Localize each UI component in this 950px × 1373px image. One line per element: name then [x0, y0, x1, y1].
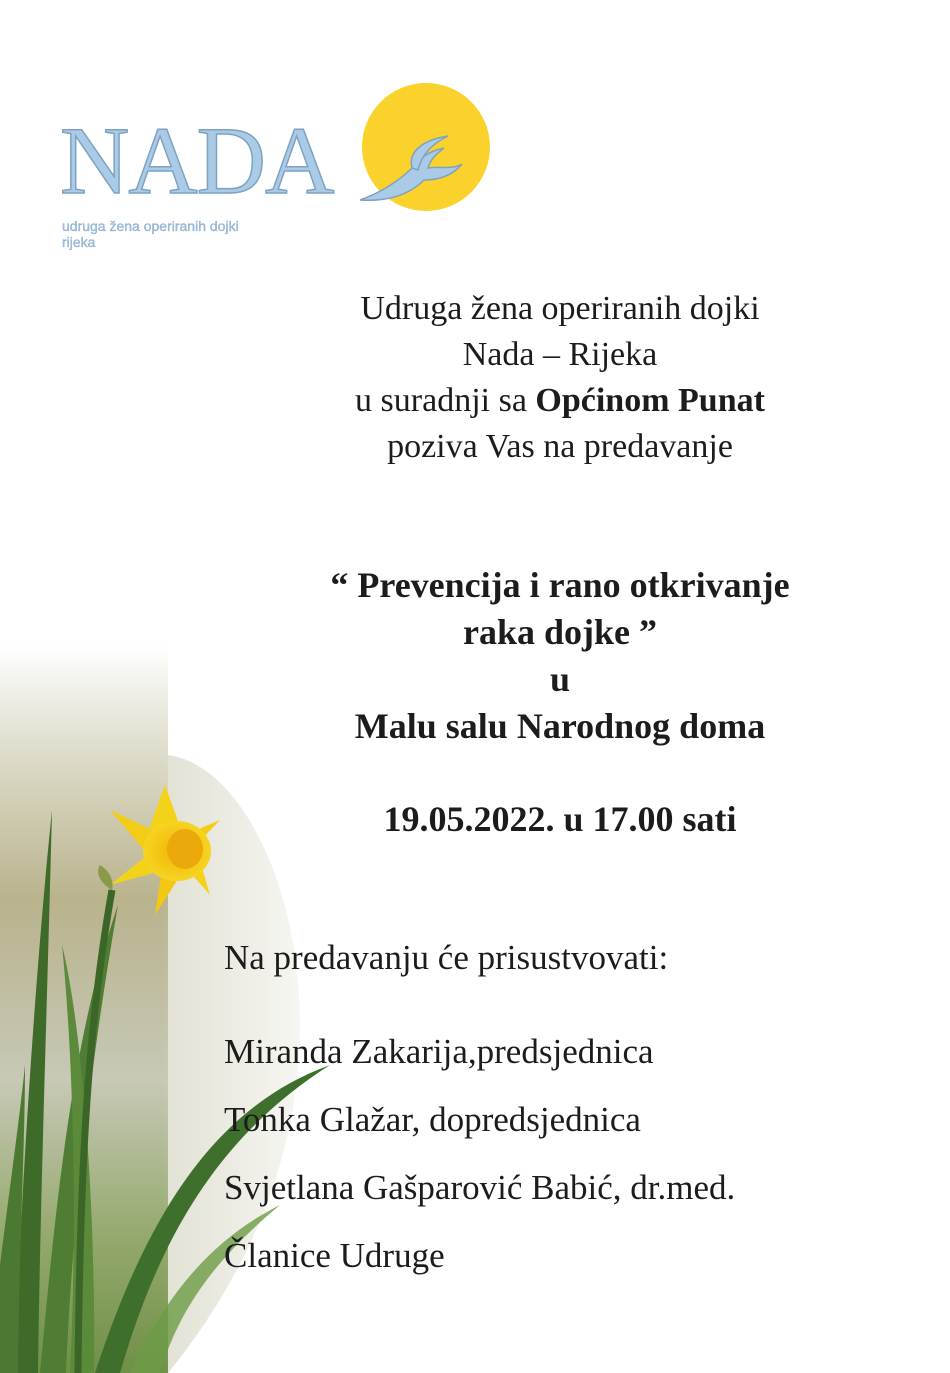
intro-line-invite: poziva Vas na predavanje [387, 428, 733, 465]
logo-subtitle-line1: udruga žena operiranih dojki [62, 218, 239, 234]
logo-subtitle [62, 218, 292, 250]
event-block [260, 562, 860, 750]
nada-logo [60, 78, 440, 268]
attendees-list [224, 1025, 924, 1297]
invitation-intro [260, 286, 860, 470]
event-title-line2: raka dojke ” [462, 612, 657, 652]
event-connector: u [549, 659, 571, 699]
attendee-item: Miranda Zakarija,predsjednica [224, 1032, 654, 1071]
attendee-item: Članice Udruge [224, 1236, 445, 1275]
intro-line-branch: Nada – Rijeka [462, 336, 658, 373]
event-datetime: 19.05.2022. u 17.00 sati [383, 799, 737, 839]
partner-prefix: u suradnji sa [355, 382, 536, 419]
event-venue: Malu salu Narodnog doma [354, 706, 766, 746]
attendees-heading: Na predavanju će prisustvovati: [224, 938, 669, 977]
event-title-line1: “ Prevencija i rano otkrivanje [330, 565, 790, 605]
intro-line-partner [260, 378, 860, 424]
logo-subtitle-line2: rijeka [62, 234, 96, 250]
attendee-item: Tonka Glažar, dopredsjednica [224, 1100, 641, 1139]
swallow-icon [352, 130, 472, 220]
partner-name: Općinom Punat [535, 382, 765, 419]
attendee-item: Svjetlana Gašparović Babić, dr.med. [224, 1168, 736, 1207]
logo-wordmark: NADA [60, 107, 334, 214]
intro-line-organization: Udruga žena operiranih dojki [360, 290, 760, 327]
